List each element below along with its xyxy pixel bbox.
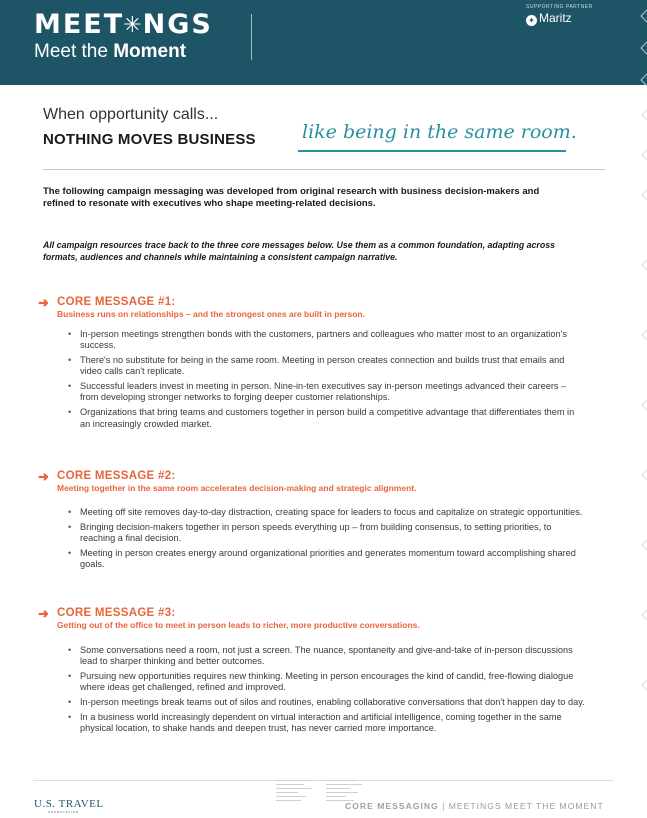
section-rule bbox=[43, 169, 605, 170]
brand-tagline-bold: Moment bbox=[113, 41, 187, 62]
list-item: • In-person meetings strengthen bonds with the customers, partners and colleagues who matter most to an organization's success. bbox=[68, 329, 586, 352]
core-message-title: CORE MESSAGE #1: bbox=[57, 296, 176, 308]
arrow-right-icon: ➜ bbox=[38, 606, 49, 621]
footer-tag-separator: | bbox=[442, 801, 446, 811]
maritz-mark-icon: ✦ bbox=[526, 15, 537, 26]
brand-logo-left: MEET bbox=[34, 9, 125, 40]
core-message-1 bbox=[38, 295, 598, 429]
bullet-list bbox=[68, 507, 586, 574]
footer-tagline bbox=[345, 801, 604, 811]
brand-tagline-plain: Meet the bbox=[34, 41, 114, 62]
bullet-list bbox=[68, 645, 586, 738]
footer-tag-bold: CORE MESSAGING bbox=[345, 801, 439, 811]
intro-line: When opportunity calls... bbox=[43, 106, 219, 123]
edge-pattern-icon bbox=[637, 0, 647, 818]
core-message-3 bbox=[38, 606, 598, 734]
list-item: • In-person meetings break teams out of silos and routines, enabling collaborative conversations that don't happen day to day. bbox=[68, 697, 586, 708]
partner-label: SUPPORTING PARTNER bbox=[526, 4, 593, 10]
footer-tag-rest: MEETINGS MEET THE MOMENT bbox=[448, 801, 604, 811]
core-message-2 bbox=[38, 469, 598, 570]
list-item: • Organizations that bring teams and customers together in person build a competitive advantage that differentiates them in an increasingly crowded market. bbox=[68, 407, 586, 430]
star-icon: ✳ bbox=[123, 13, 144, 38]
script-tagline: like being in the same room. bbox=[302, 121, 577, 143]
lead-paragraph: The following campaign messaging was developed from original research with business decision-makers and refined to resonate with executives who shape meeting-related decisions. bbox=[43, 186, 540, 209]
brand-logo bbox=[34, 9, 213, 40]
core-message-subtitle: Getting out of the office to meet in person leads to richer, more productive conversations. bbox=[57, 620, 420, 630]
headline: NOTHING MOVES BUSINESS bbox=[43, 131, 256, 148]
list-item: • Successful leaders invest in meeting in person. Nine-in-ten executives say in-person meetings advanced their careers – from developing stronger networks to forging deeper customer relationships. bbox=[68, 381, 586, 404]
core-message-subtitle: Business runs on relationships – and the strongest ones are built in person. bbox=[57, 309, 365, 319]
brand-logo-right: NGS bbox=[142, 9, 213, 40]
list-item: • There's no substitute for being in the same room. Meeting in person creates connection and builds trust that emails and video calls can't replicate. bbox=[68, 355, 586, 378]
list-item: • In a business world increasingly dependent on virtual interaction and artificial intelligence, coming together in the same physical location, to shake hands and deepen trust, has never carried more importance. bbox=[68, 712, 586, 735]
thumbnail-graphic bbox=[276, 777, 316, 813]
partner-logo bbox=[526, 11, 572, 26]
list-item: • Some conversations need a room, not just a screen. The nuance, spontaneity and give-and-take of in-person discussions lead to sharper thinking and better outcomes. bbox=[68, 645, 586, 668]
arrow-right-icon: ➜ bbox=[38, 295, 49, 310]
us-travel-logo-sub: ASSOCIATION bbox=[48, 810, 80, 814]
core-message-subtitle: Meeting together in the same room accelerates decision-making and strategic alignment. bbox=[57, 483, 417, 493]
us-travel-logo: U.S. TRAVEL bbox=[34, 798, 104, 810]
list-item: • Pursuing new opportunities requires new thinking. Meeting in person encourages the kind of candid, free-flowing dialogue where ideas get challenged, refined and improved. bbox=[68, 671, 586, 694]
footer-rule bbox=[33, 780, 613, 781]
brand-tagline bbox=[34, 41, 186, 63]
header-banner bbox=[0, 0, 647, 85]
core-message-title: CORE MESSAGE #3: bbox=[57, 607, 176, 619]
list-item: • Meeting in person creates energy around organizational priorities and generates momentum toward accomplishing shared goals. bbox=[68, 548, 586, 571]
lead-italic-paragraph: All campaign resources trace back to the three core messages below. Use them as a common foundation, adapting across formats, audiences and channels while maintaining a consistent campaign narrative. bbox=[43, 240, 556, 262]
arrow-right-icon: ➜ bbox=[38, 469, 49, 484]
header-divider bbox=[251, 14, 252, 60]
partner-name: Maritz bbox=[539, 11, 572, 25]
bullet-list bbox=[68, 329, 586, 433]
core-message-title: CORE MESSAGE #2: bbox=[57, 470, 176, 482]
list-item: • Bringing decision-makers together in person speeds everything up – from building consensus, to setting priorities, to reaching a final decision. bbox=[68, 522, 586, 545]
script-underline bbox=[298, 150, 566, 152]
list-item: • Meeting off site removes day-to-day distraction, creating space for leaders to focus and capitalize on strategic opportunities. bbox=[68, 507, 586, 518]
